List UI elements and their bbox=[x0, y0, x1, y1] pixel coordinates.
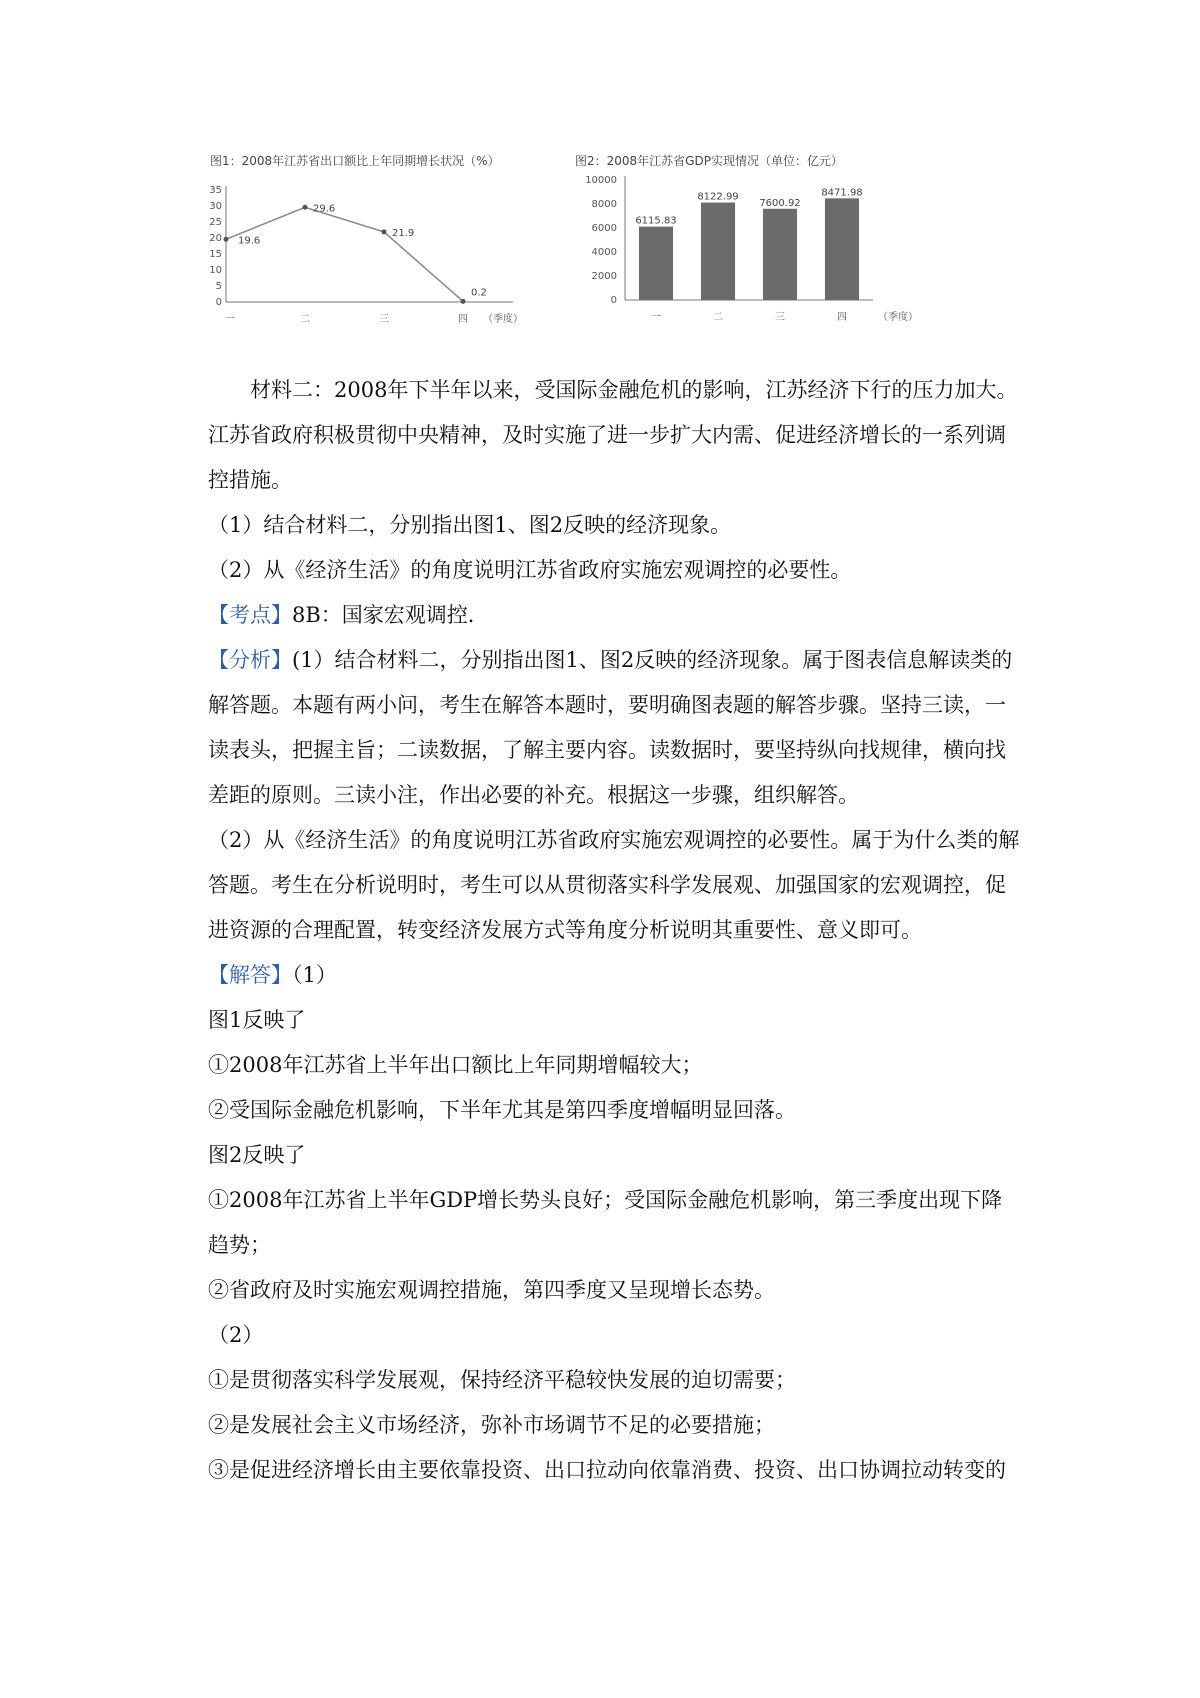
paragraph-text: ①是贯彻落实科学发展观，保持经济平稳较快发展的迫切需要； bbox=[208, 1368, 796, 1392]
chart1-y-tick: 30 bbox=[209, 201, 222, 212]
chart2-y-tick: 10000 bbox=[585, 175, 617, 186]
chart2-bar bbox=[639, 227, 673, 300]
paragraph bbox=[208, 1448, 1023, 1493]
chart2-y-tick: 2000 bbox=[591, 271, 617, 282]
chart1-y-tick: 35 bbox=[209, 185, 222, 196]
paragraph bbox=[208, 953, 1023, 998]
chart1-x-label: （季度） bbox=[483, 314, 523, 325]
paragraph bbox=[208, 1313, 1023, 1358]
paragraph-text: （1）结合材料二，分别指出图1、图2反映的经济现象。 bbox=[208, 513, 732, 537]
chart1-data-label: 0.2 bbox=[471, 287, 487, 299]
chart2-bar bbox=[825, 198, 859, 300]
paragraph bbox=[208, 1403, 1023, 1448]
chart2-x-label: （季度） bbox=[878, 312, 918, 323]
section-tag: 【分析】 bbox=[208, 648, 292, 672]
chart1-series-line bbox=[226, 207, 463, 301]
chart2-x-tick: 三 bbox=[775, 312, 785, 323]
paragraph bbox=[208, 818, 1023, 953]
chart1-point bbox=[461, 299, 466, 304]
chart1-y-tick: 0 bbox=[215, 297, 222, 308]
chart2-x-tick: 二 bbox=[713, 312, 723, 323]
paragraph bbox=[208, 638, 1023, 818]
chart1-y-tick: 10 bbox=[209, 265, 222, 276]
paragraph-text: （2） bbox=[208, 1323, 264, 1347]
chart1-title: 图1：2008年江苏省出口额比上年同期增长状况（%） bbox=[210, 154, 500, 168]
paragraph bbox=[208, 1178, 1023, 1268]
paragraph-text: （1） bbox=[292, 963, 337, 987]
chart1-x-tick: 一 bbox=[225, 314, 235, 325]
gdp-bar-chart bbox=[573, 150, 928, 350]
chart1-y-tick: 20 bbox=[209, 233, 222, 244]
chart1-x-tick: 四 bbox=[458, 314, 468, 325]
paragraph-text: 图1反映了 bbox=[208, 1008, 306, 1032]
section-tag: 【考点】 bbox=[208, 603, 292, 627]
chart1-y-tick: 5 bbox=[215, 281, 222, 292]
paragraph bbox=[208, 593, 1023, 638]
paragraph-text: (1）结合材料二，分别指出图1、图2反映的经济现象。属于图表信息解读类的解答题。本题有两小问，考生在解答本题时，要明确图表题的解答步骤。坚持三读，一读表头，把握主旨；二读数据，了解主要内容。读数据时，要坚持纵向找规律，横向找差距的原则。三读小注，作出必要的补充。根据这一步骤，组织解答。 bbox=[208, 648, 1013, 807]
paragraph bbox=[208, 998, 1023, 1043]
paragraph-text: ①2008年江苏省上半年GDP增长势头良好；受国际金融危机影响，第三季度出现下降趋势； bbox=[208, 1188, 1003, 1257]
paragraph bbox=[208, 1268, 1023, 1313]
chart1-x-tick: 三 bbox=[379, 314, 389, 325]
paragraph bbox=[208, 1133, 1023, 1178]
chart1-data-label: 21.9 bbox=[392, 227, 415, 239]
paragraph-text: ②受国际金融危机影响，下半年尤其是第四季度增幅明显回落。 bbox=[208, 1098, 796, 1122]
paragraph bbox=[208, 368, 1023, 503]
chart1-data-label: 29.6 bbox=[313, 203, 336, 215]
paragraph-text: 材料二：2008年下半年以来，受国际金融危机的影响，江苏经济下行的压力加大。江苏省政府积极贯彻中央精神，及时实施了进一步扩大内需、促进经济增长的一系列调控措施。 bbox=[208, 378, 1018, 492]
paragraph-text: （2）从《经济生活》的角度说明江苏省政府实施宏观调控的必要性。 bbox=[208, 558, 852, 582]
chart2-y-tick: 8000 bbox=[591, 199, 617, 210]
chart2-y-tick: 0 bbox=[610, 295, 617, 306]
chart2-y-tick: 6000 bbox=[591, 223, 617, 234]
chart2-bar bbox=[701, 203, 735, 300]
paragraph-text: ②是发展社会主义市场经济，弥补市场调节不足的必要措施； bbox=[208, 1413, 775, 1437]
paragraph bbox=[208, 1358, 1023, 1403]
chart1-y-tick: 15 bbox=[209, 249, 222, 260]
chart1-y-tick: 25 bbox=[209, 217, 222, 228]
chart2-data-label: 8471.98 bbox=[821, 187, 863, 199]
chart2-title: 图2：2008年江苏省GDP实现情况（单位：亿元） bbox=[575, 154, 843, 168]
chart1-point bbox=[303, 205, 308, 210]
chart1-point bbox=[382, 229, 387, 234]
chart2-data-label: 7600.92 bbox=[759, 197, 801, 209]
chart2-x-tick: 四 bbox=[837, 312, 847, 323]
paragraph bbox=[208, 1043, 1023, 1088]
export-growth-line-chart bbox=[208, 150, 548, 350]
paragraph-text: 8B：国家宏观调控． bbox=[292, 603, 489, 627]
paragraph-text: ③是促进经济增长由主要依靠投资、出口拉动向依靠消费、投资、出口协调拉动转变的 bbox=[208, 1458, 1006, 1482]
paragraph-text: ①2008年江苏省上半年出口额比上年同期增幅较大； bbox=[208, 1053, 703, 1077]
chart2-x-tick: 一 bbox=[651, 312, 661, 323]
paragraph bbox=[208, 548, 1023, 593]
figures-row bbox=[208, 150, 928, 350]
paragraph-text: （2）从《经济生活》的角度说明江苏省政府实施宏观调控的必要性。属于为什么类的解答题。考生在分析说明时，考生可以从贯彻落实科学发展观、加强国家的宏观调控，促进资源的合理配置，转变经济发展方式等角度分析说明其重要性、意义即可。 bbox=[208, 828, 1020, 942]
chart2-data-label: 8122.99 bbox=[697, 191, 739, 203]
chart1-x-tick: 二 bbox=[300, 314, 310, 325]
bar-chart-svg bbox=[573, 150, 928, 350]
paragraph-text: 图2反映了 bbox=[208, 1143, 306, 1167]
document-body bbox=[208, 368, 1023, 1493]
line-chart-svg bbox=[208, 150, 548, 350]
chart1-point bbox=[224, 237, 229, 242]
chart1-data-label: 19.6 bbox=[238, 235, 261, 247]
paragraph bbox=[208, 1088, 1023, 1133]
section-tag: 【解答】 bbox=[208, 963, 292, 987]
paragraph-text: ②省政府及时实施宏观调控措施，第四季度又呈现增长态势。 bbox=[208, 1278, 775, 1302]
chart2-y-tick: 4000 bbox=[591, 247, 617, 258]
chart2-data-label: 6115.83 bbox=[635, 215, 677, 227]
chart2-bar bbox=[763, 209, 797, 300]
paragraph bbox=[208, 503, 1023, 548]
